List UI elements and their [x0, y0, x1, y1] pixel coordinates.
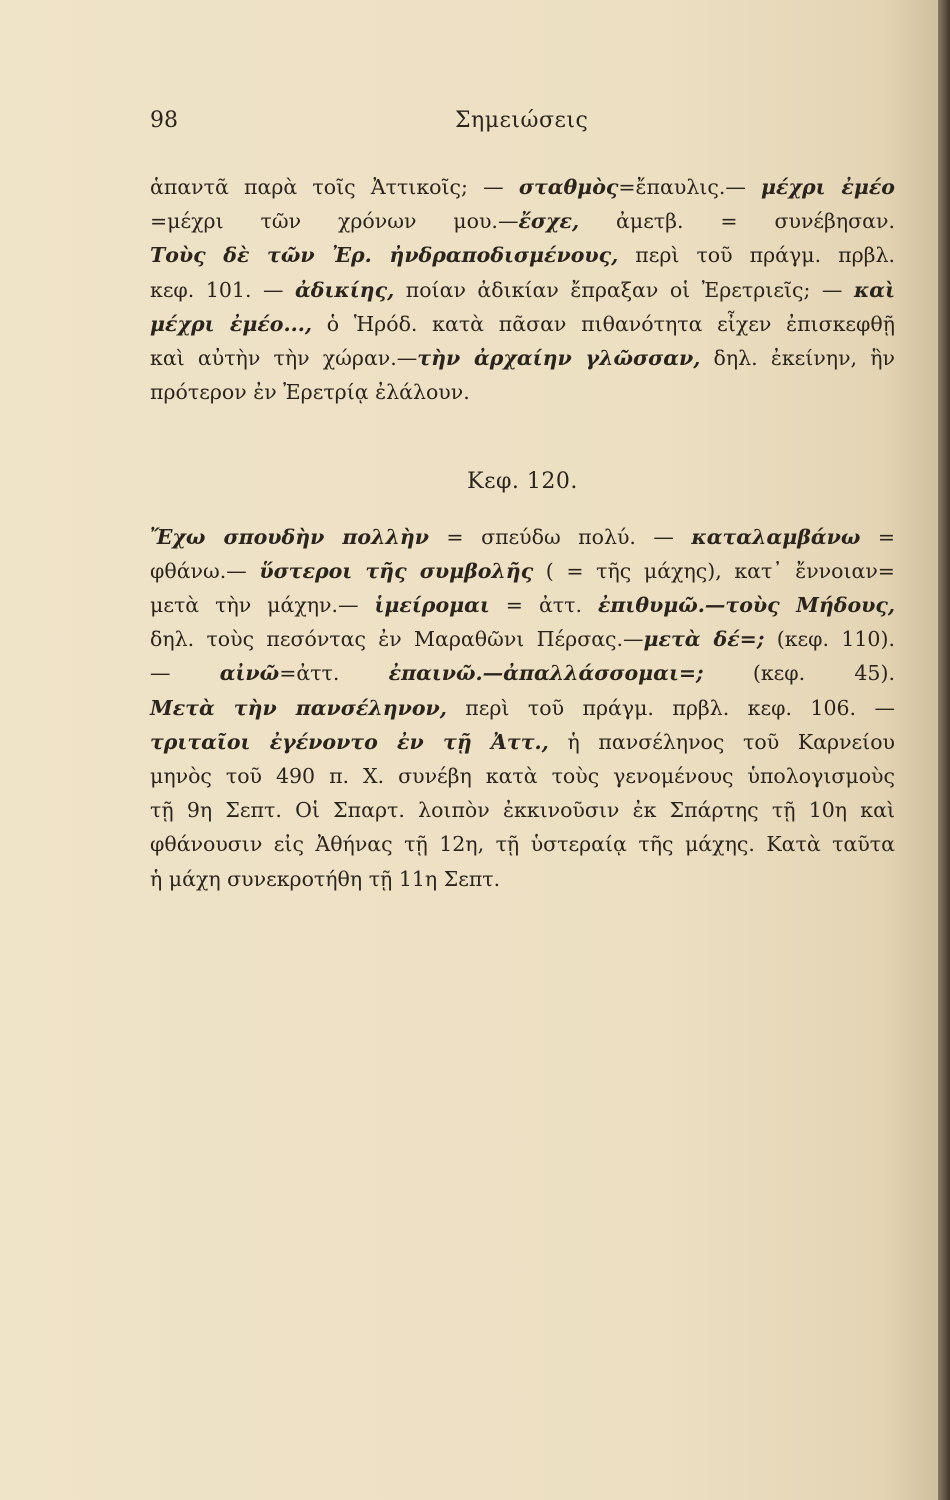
gloss-text: ἡ μάχη συνεκροτήθη τῇ 11η Σεπτ. [150, 866, 501, 891]
text-line [150, 273, 895, 307]
gloss-text: περὶ τοῦ πράγμ. πρβλ. [618, 243, 895, 268]
gloss-text: ἀμετβ. = συνέβησαν. [579, 209, 895, 234]
gloss-text: καὶ αὐτὴν τὴν χώραν.— [150, 346, 418, 371]
gloss-text: φθάνω.— [150, 558, 260, 583]
gloss-text: ποίαν ἀδικίαν ἔπραξαν οἱ Ἐρετριεῖς; — [394, 277, 854, 302]
page-body [150, 170, 895, 896]
lemma-term: ἐπαινῶ.—ἀπαλλάσσομαι=; [388, 661, 704, 686]
running-title: Σημειώσεις [455, 108, 589, 133]
lemma-term: ἐπιθυμῶ.—τοὺς Μήδους, [597, 593, 895, 618]
gloss-text: πρότερον ἐν Ἐρετρίᾳ ἐλάλουν. [150, 380, 470, 405]
gloss-text: φθάνουσιν εἰς Ἀθήνας τῇ 12η, τῇ ὑστεραίᾳ τῆς μάχης. Κατὰ ταῦτα [150, 832, 895, 857]
text-line [150, 691, 895, 725]
paragraph-notes-120 [150, 520, 895, 896]
gloss-text: περὶ τοῦ πράγμ. πρβλ. κεφ. 106. — [446, 695, 895, 720]
text-line [150, 520, 895, 554]
gloss-text: ὁ Ἡρόδ. κατὰ πᾶσαν πιθανότητα εἶχεν ἐπισκεφθῇ [312, 311, 895, 336]
gloss-text: (κεφ. 110). [764, 627, 895, 652]
gloss-text: =ἀττ. [279, 661, 389, 686]
gloss-text: τῇ 9η Σεπτ. Οἱ Σπαρτ. λοιπὸν ἐκκινοῦσιν ἐκ Σπάρτης τῇ 10η καὶ [150, 798, 895, 823]
text-line [150, 827, 895, 861]
text-line [150, 793, 895, 827]
page-number: 98 [150, 108, 178, 133]
lemma-term: τριταῖοι ἐγένοντο ἐν τῇ Ἀττ., [150, 729, 549, 754]
gloss-text: μηνὸς τοῦ 490 π. Χ. συνέβη κατὰ τοὺς γενομένους ὑπολογισμοὺς [150, 764, 895, 789]
gloss-text: = [860, 524, 895, 549]
text-line [150, 759, 895, 793]
lemma-term: ἔσχε, [518, 209, 580, 234]
text-line [150, 170, 895, 204]
gloss-text: ἁπαντᾶ παρὰ τοῖς Ἀττικοῖς; — [150, 175, 519, 199]
text-line [150, 307, 895, 341]
section-title: Κεφ. 120. [467, 469, 578, 495]
text-line [150, 238, 895, 272]
gloss-text: = ἀττ. [489, 593, 598, 618]
gloss-text: — [150, 661, 220, 686]
text-line [150, 554, 895, 588]
gloss-text: (κεφ. 45). [703, 661, 895, 686]
gloss-text: μετὰ τὴν μάχην.— [150, 593, 375, 618]
text-line [150, 341, 895, 375]
lemma-term: καὶ [853, 277, 895, 302]
lemma-term: μετὰ δέ=; [643, 627, 765, 652]
text-line [150, 622, 895, 656]
lemma-term: μέχρι ἐμέο..., [150, 311, 313, 336]
text-line [150, 725, 895, 759]
book-spine-edge [938, 0, 950, 1500]
gloss-text: ἡ πανσέληνος τοῦ Καρνείου [548, 729, 895, 754]
text-line [150, 656, 895, 690]
lemma-term: σταθμὸς [518, 175, 619, 199]
gloss-text: δηλ. τοὺς πεσόντας ἐν Μαραθῶνι Πέρσας.— [150, 627, 644, 652]
lemma-term: Ἔχω σπουδὴν πολλὴν [150, 524, 429, 549]
gloss-text: ( = τῆς μάχης), κατ᾽ ἔννοιαν= [533, 558, 895, 583]
text-line [150, 375, 895, 409]
lemma-term: τὴν ἀρχαίην γλῶσσαν, [417, 346, 701, 371]
lemma-term: αἰνῶ [219, 661, 280, 686]
gloss-text: =ἔπαυλις.— [618, 175, 762, 199]
lemma-term: Τοὺς δὲ τῶν Ἐρ. ἠνδραποδισμένους, [150, 243, 619, 268]
gloss-text: δηλ. ἐκείνην, ἣν [700, 346, 896, 371]
lemma-term: καταλαμβάνω [691, 524, 861, 549]
gloss-text: = σπεύδω πολύ. — [428, 524, 692, 549]
lemma-term: ὕστεροι τῆς συμβολῆς [259, 558, 534, 583]
page-header [150, 108, 895, 142]
gloss-text: =μέχρι τῶν χρόνων μου.— [150, 209, 519, 234]
text-line [150, 204, 895, 238]
lemma-term: μέχρι ἐμέο [761, 175, 895, 199]
text-line [150, 862, 895, 896]
text-line [150, 588, 895, 622]
paragraph-notes-119 [150, 170, 895, 409]
lemma-term: ἀδικίης, [295, 277, 395, 302]
gloss-text: κεφ. 101. — [150, 277, 296, 302]
lemma-term: Μετὰ τὴν πανσέληνον, [150, 695, 447, 720]
lemma-term: ἱμείρομαι [374, 593, 490, 618]
